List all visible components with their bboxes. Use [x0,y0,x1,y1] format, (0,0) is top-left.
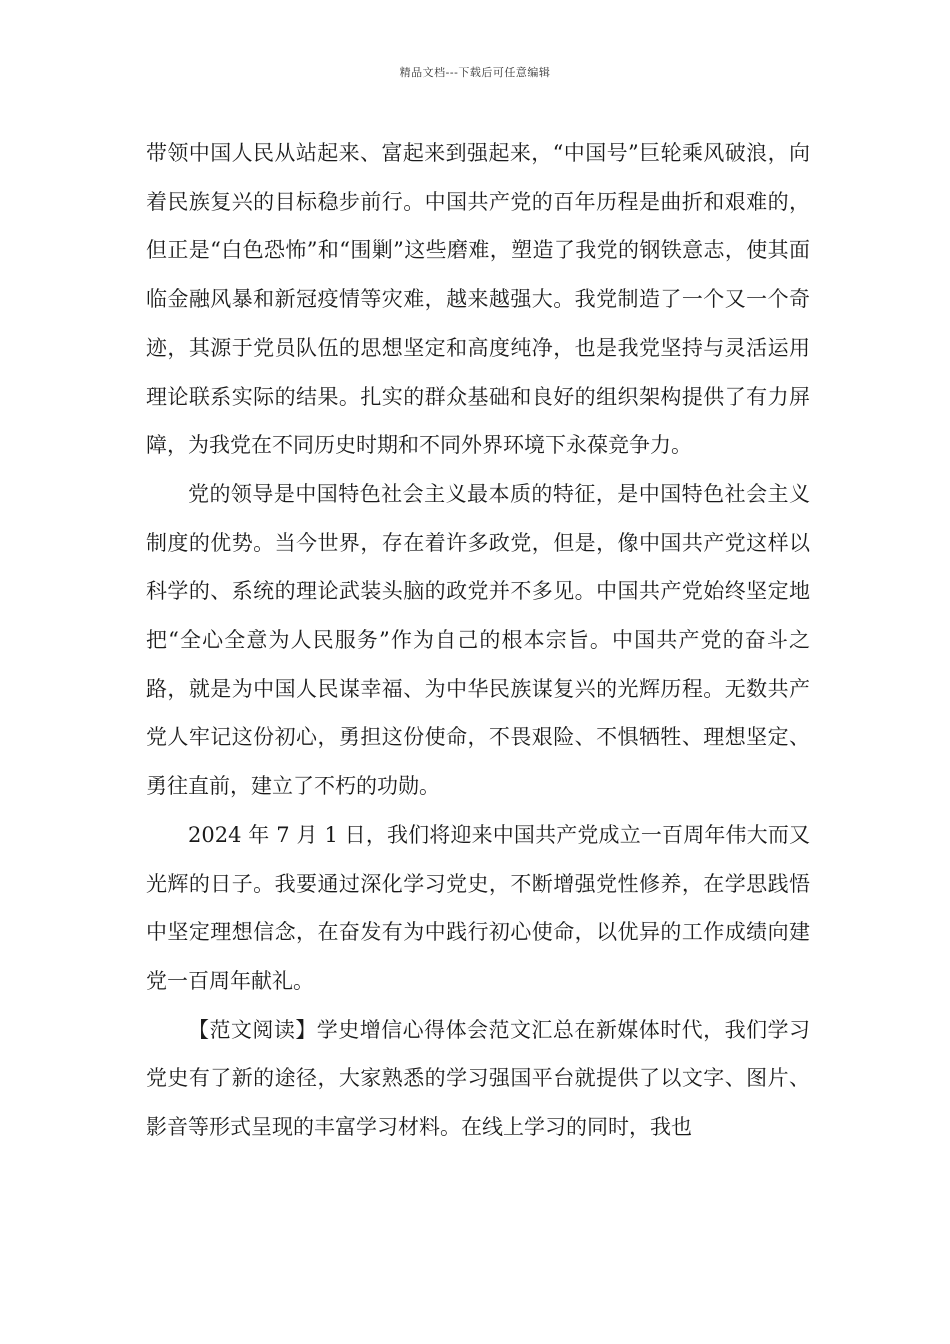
paragraph-3: 2024 年 7 月 1 日，我们将迎来中国共产党成立一百周年伟大而又光辉的日子。我要通过深化学习党史，不断增强党性修养，在学思践悟中坚定理想信念，在奋发有为中践行初心使命，以优异的工作成绩向建党一百周年献礼。 [146,822,810,993]
paragraph-1: 带领中国人民从站起来、富起来到强起来，“中国号”巨轮乘风破浪，向着民族复兴的目标稳步前行。中国共产党的百年历程是曲折和艰难的，但正是“白色恐怖”和“围剿”这些磨难，塑造了我党的钢铁意志，使其面临金融风暴和新冠疫情等灾难，越来越强大。我党制造了一个又一个奇迹，其源于党员队伍的思想坚定和高度纯净，也是我党坚持与灵活运用理论联系实际的结果。扎实的群众基础和良好的组织架构提供了有力屏障，为我党在不同历史时期和不同外界环境下永葆竞争力。 [146,141,810,458]
page-header: 精品文档---下载后可任意编辑 [399,66,551,79]
paragraph-4: 【范文阅读】学史增信心得体会范文汇总在新媒体时代，我们学习党史有了新的途径，大家熟悉的学习强国平台就提供了以文字、图片、影音等形式呈现的丰富学习材料。在线上学习的同时，我也 [146,1017,810,1140]
paragraph-2: 党的领导是中国特色社会主义最本质的特征，是中国特色社会主义制度的优势。当今世界，存在着许多政党，但是，像中国共产党这样以科学的、系统的理论武装头脑的政党并不多见。中国共产党始终坚定地把“全心全意为人民服务”作为自己的根本宗旨。中国共产党的奋斗之路，就是为中国人民谋幸福、为中华民族谋复兴的光辉历程。无数共产党人牢记这份初心，勇担这份使命，不畏艰险、不惧牺牲、理想坚定、勇往直前，建立了不朽的功勋。 [146,481,810,799]
document-body [146,129,810,1152]
